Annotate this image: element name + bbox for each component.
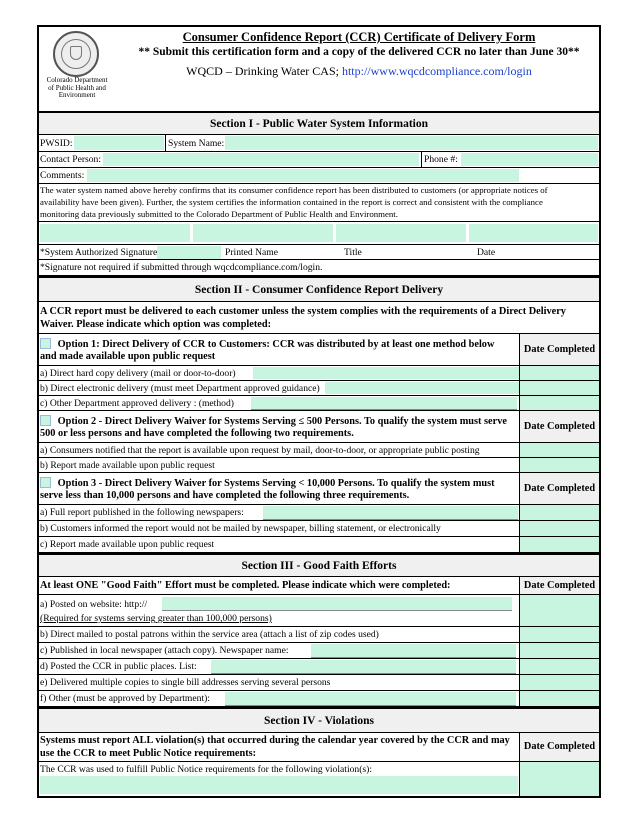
date-completed-header-5: Date Completed (519, 733, 599, 761)
pwsid-row (39, 135, 599, 152)
section-4-intro (39, 733, 599, 762)
pwsid-label: PWSID: (40, 138, 73, 149)
printed-name-field[interactable] (193, 224, 333, 242)
good-faith-a-date[interactable] (520, 595, 599, 626)
option-2b-row (39, 458, 599, 473)
system-name-field[interactable] (225, 136, 598, 150)
violations-label: The CCR was used to fulfill Public Notice requirements for the following violation(s): (40, 764, 372, 775)
option-2-row (39, 411, 599, 443)
good-faith-a-row (39, 595, 599, 627)
confirmation-text-2: availability have been given). Further, the system certifies the information contained in the report is correct and consistent with the compliance (40, 197, 543, 207)
contact-row (39, 152, 599, 168)
phone-label: Phone #: (424, 154, 458, 165)
good-faith-d-label: d) Posted the CCR in public places. List: (40, 661, 197, 672)
option-3-checkbox[interactable] (40, 477, 51, 488)
option-2-text-2: 500 or less persons and have completed the following two requirements. (40, 428, 354, 439)
good-faith-b-date[interactable] (520, 627, 599, 642)
section-2-intro-1: A CCR report must be delivered to each customer unless the system complies with the requirements of a Direct Delivery (40, 306, 566, 317)
option-3b-label: b) Customers informed the report would not be mailed by newspaper, billing statement, or electronically (40, 523, 441, 534)
option-1c-label: c) Other Department approved delivery : (method) (40, 398, 234, 409)
violations-field[interactable] (40, 776, 518, 794)
printed-name-label: Printed Name (225, 247, 279, 258)
signature-field[interactable] (40, 224, 190, 242)
date-label: Date (477, 247, 496, 258)
signature-label: *System Authorized Signature (40, 247, 158, 258)
good-faith-e-row (39, 675, 599, 691)
other-approved-field[interactable] (225, 692, 516, 705)
section-3-intro-text: At least ONE "Good Faith" Effort must be completed. Please indicate which were completed: (40, 580, 451, 591)
signature-fields-row (39, 222, 599, 244)
good-faith-f-label: f) Other (must be approved by Department): (40, 693, 210, 704)
violations-row (39, 762, 599, 796)
pwsid-field[interactable] (74, 136, 164, 150)
good-faith-b-row (39, 627, 599, 643)
date-completed-header-4: Date Completed (519, 577, 599, 594)
option-3-row (39, 473, 599, 505)
option-3b-date[interactable] (520, 521, 599, 536)
option-2-text-1: Option 2 - Direct Delivery Waiver for Systems Serving ≤ 500 Persons. To qualify the system must serve (40, 415, 507, 427)
good-faith-c-date[interactable] (520, 643, 599, 658)
website-url-field[interactable] (162, 597, 512, 610)
ccr-form (37, 25, 601, 798)
public-places-field[interactable] (211, 660, 516, 673)
good-faith-b-label: b) Direct mailed to postal patrons within the service area (attach a list of zip codes used) (40, 629, 379, 640)
option-1-row (39, 334, 599, 366)
date-completed-header-2: Date Completed (519, 411, 599, 442)
option-3a-date[interactable] (520, 505, 599, 520)
good-faith-e-date[interactable] (520, 675, 599, 690)
option-1-text-1: Option 1: Direct Delivery of CCR to Customers: CCR was distributed by at least one method below (40, 338, 494, 350)
option-3c-date[interactable] (520, 537, 599, 552)
signature-note: *Signature not required if submitted through wqcdcompliance.com/login. (40, 262, 323, 273)
newspaper-name-field[interactable] (311, 644, 516, 657)
signature-inline-field[interactable] (157, 246, 221, 259)
violations-date[interactable] (520, 762, 599, 796)
good-faith-d-row (39, 659, 599, 675)
section-2-intro (39, 302, 599, 334)
option-1c-row (39, 396, 599, 411)
good-faith-e-label: e) Delivered multiple copies to single bill addresses serving several persons (40, 677, 331, 688)
confirmation-row (39, 184, 599, 222)
date-field[interactable] (469, 224, 598, 242)
option-3a-label: a) Full report published in the following newspapers: (40, 507, 244, 518)
section-2-intro-2: Waiver. Please indicate which option was completed: (40, 319, 272, 330)
option-3c-row (39, 537, 599, 553)
option-2b-date[interactable] (520, 458, 599, 472)
signature-note-row (39, 260, 599, 276)
title-field[interactable] (336, 224, 466, 242)
good-faith-a-label: a) Posted on website: http:// (40, 599, 148, 610)
wqcd-line (119, 64, 599, 79)
option-3a-field[interactable] (263, 506, 518, 519)
good-faith-f-row (39, 691, 599, 707)
form-subtitle: ** Submit this certification form and a copy of the delivered CCR no later than June 30** (138, 46, 580, 58)
wqcd-label: WQCD – Drinking Water CAS; (186, 64, 342, 78)
option-1b-field[interactable] (325, 382, 519, 394)
department-name: Colorado Department of Public Health and Environment (46, 76, 108, 99)
option-3-text-1: Option 3 - Direct Delivery Waiver for Systems Serving < 10,000 Persons. To qualify the system must (40, 477, 495, 489)
option-1b-date[interactable] (520, 381, 599, 395)
option-1a-date[interactable] (520, 366, 599, 380)
option-1c-field[interactable] (251, 397, 517, 409)
form-header (39, 27, 599, 112)
section-4-header: Section IV - Violations (39, 707, 599, 733)
option-3b-row (39, 521, 599, 537)
option-2a-row (39, 443, 599, 458)
option-3-text-2: serve less than 10,000 persons and have completed the following three requirements. (40, 490, 410, 501)
option-3c-label: c) Report made available upon public request (40, 539, 215, 550)
section-3-intro (39, 577, 599, 595)
option-2a-date[interactable] (520, 443, 599, 457)
option-1b-label: b) Direct electronic delivery (must meet Department approved guidance) (40, 383, 320, 394)
good-faith-d-date[interactable] (520, 659, 599, 674)
confirmation-text-1: The water system named above hereby confirms that its consumer confidence report has been distributed to customers (or appropriate notices of (40, 185, 548, 195)
date-completed-header-3: Date Completed (519, 473, 599, 504)
section-4-intro-2: use the CCR to meet Public Notice requirements: (40, 748, 257, 759)
comments-label: Comments: (40, 170, 85, 181)
option-1-checkbox[interactable] (40, 338, 51, 349)
confirmation-text-3: monitoring data previously submitted to the Colorado Department of Public Health and Environment. (40, 209, 398, 219)
comments-field[interactable] (87, 169, 519, 182)
good-faith-c-row (39, 643, 599, 659)
good-faith-f-date[interactable] (520, 691, 599, 706)
title-label: Title (344, 247, 362, 258)
date-completed-header-1: Date Completed (519, 334, 599, 365)
option-1-text-2: and made available upon public request (40, 351, 216, 362)
option-1a-label: a) Direct hard copy delivery (mail or door-to-door) (40, 368, 236, 379)
option-1a-row (39, 366, 599, 381)
state-seal-logo (53, 31, 99, 77)
option-1a-field[interactable] (253, 367, 519, 379)
wqcd-link[interactable]: http://www.wqcdcompliance.com/login (341, 64, 532, 78)
good-faith-a-note: (Required for systems serving greater than 100,000 persons) (40, 613, 272, 624)
option-3a-row (39, 505, 599, 521)
section-3-header: Section III - Good Faith Efforts (39, 553, 599, 577)
section-1-header: Section I - Public Water System Information (39, 111, 599, 135)
option-2-checkbox[interactable] (40, 415, 51, 426)
signature-labels-row (39, 244, 599, 260)
section-2-header: Section II - Consumer Confidence Report Delivery (39, 276, 599, 302)
section-4-intro-1: Systems must report ALL violation(s) that occurred during the calendar year covered by the CCR and may (40, 735, 510, 746)
option-1c-date[interactable] (520, 396, 599, 410)
option-2b-label: b) Report made available upon public request (40, 460, 215, 471)
option-1b-row (39, 381, 599, 396)
form-title: Consumer Confidence Report (CCR) Certificate of Delivery Form (182, 30, 536, 44)
phone-field[interactable] (461, 153, 598, 166)
contact-person-field[interactable] (103, 153, 419, 166)
system-name-label: System Name: (168, 138, 225, 149)
option-2a-label: a) Consumers notified that the report is available upon request by mail, door-to-door, or appropriate public posting (40, 445, 480, 456)
contact-person-label: Contact Person: (40, 154, 102, 165)
comments-row (39, 168, 599, 184)
good-faith-c-label: c) Published in local newspaper (attach copy). Newspaper name: (40, 645, 289, 656)
